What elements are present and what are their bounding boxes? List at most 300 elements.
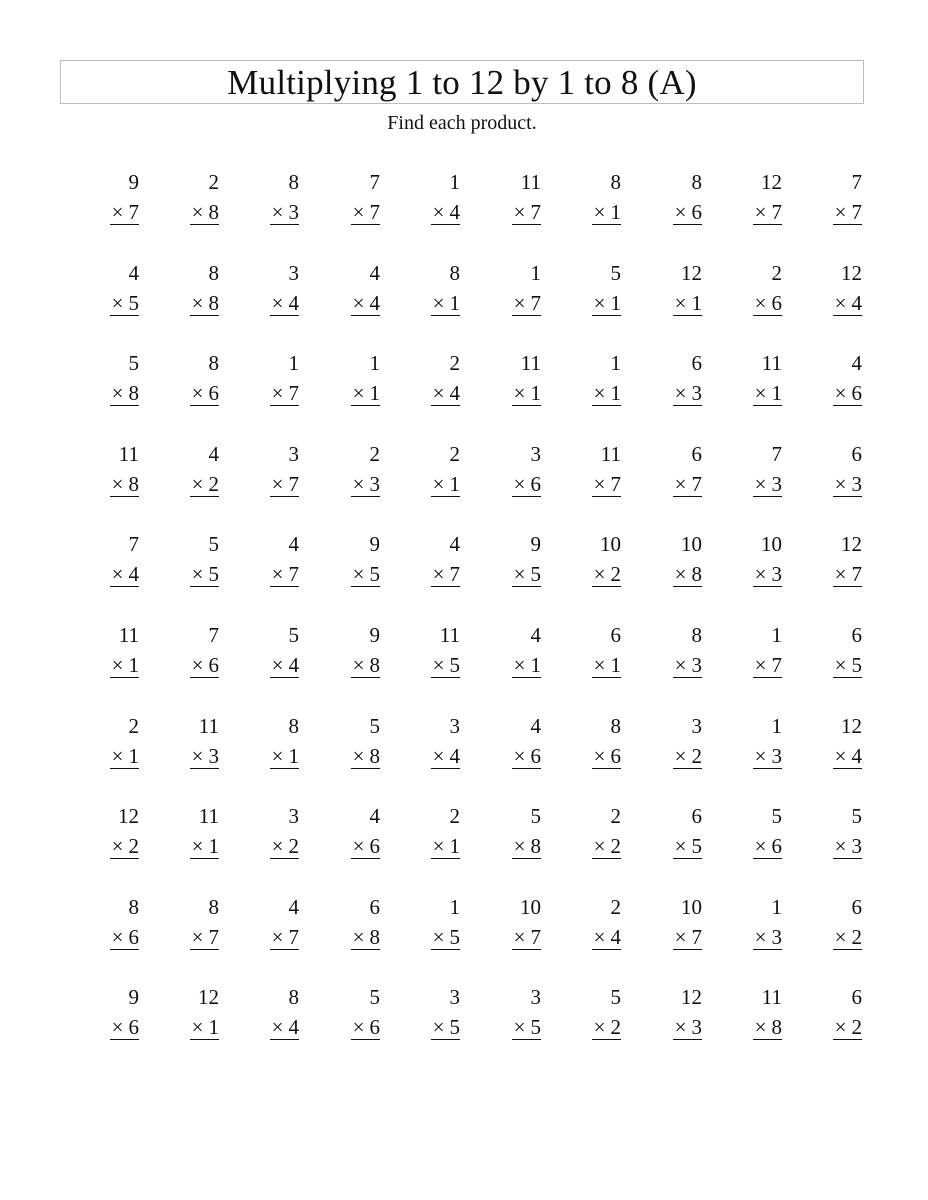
problem-3-3 (255, 351, 299, 415)
multiplier-line (512, 1015, 541, 1040)
multiplicand: 8 (208, 894, 219, 919)
times-sign: × (674, 200, 687, 224)
problem-4-5 (416, 442, 460, 506)
times-sign: × (754, 834, 767, 859)
times-sign: × (111, 290, 124, 315)
problem-4-4 (336, 442, 380, 506)
problem-7-8 (658, 714, 702, 778)
multiplier: 5 (530, 562, 541, 587)
times-sign: × (513, 1015, 526, 1040)
multiplier-line (833, 291, 862, 316)
multiplier: 6 (128, 1015, 139, 1040)
multiplicand: 2 (449, 351, 460, 376)
multiplicand: 11 (198, 804, 219, 829)
multiplier-line (270, 744, 299, 769)
times-sign: × (674, 743, 687, 768)
multiplicand: 3 (288, 260, 299, 285)
multiplicand: 8 (610, 170, 621, 194)
times-sign: × (111, 1015, 124, 1040)
multiplier-line (351, 562, 380, 587)
multiplier-line (753, 291, 782, 316)
multiplier-line (673, 200, 702, 225)
multiplier-line (190, 291, 219, 316)
problem-8-1 (95, 804, 139, 868)
problem-5-1 (95, 532, 139, 596)
multiplier: 4 (449, 200, 460, 224)
problem-3-6 (497, 351, 541, 415)
problem-1-3 (255, 170, 299, 234)
times-sign: × (593, 471, 606, 496)
multiplicand: 8 (208, 351, 219, 376)
multiplier: 4 (288, 653, 299, 677)
problem-10-6 (497, 985, 541, 1049)
problem-7-7 (577, 714, 621, 778)
multiplier: 7 (610, 471, 621, 496)
multiplier-line (753, 834, 782, 859)
multiplier-line (833, 1015, 862, 1040)
times-sign: × (191, 381, 204, 406)
problem-3-10 (818, 351, 862, 415)
multiplicand: 6 (691, 351, 702, 376)
multiplier-line (592, 1015, 621, 1040)
multiplier: 3 (288, 200, 299, 224)
times-sign: × (593, 743, 606, 768)
times-sign: × (432, 834, 445, 859)
multiplicand: 9 (369, 532, 380, 557)
times-sign: × (834, 200, 847, 224)
problem-3-7 (577, 351, 621, 415)
problem-1-5 (416, 170, 460, 234)
times-sign: × (432, 471, 445, 496)
problem-10-7 (577, 985, 621, 1049)
times-sign: × (432, 290, 445, 315)
multiplicand: 4 (369, 804, 380, 829)
times-sign: × (271, 1015, 284, 1040)
multiplier-line (431, 472, 460, 497)
multiplier-line (753, 1015, 782, 1040)
multiplicand: 4 (369, 260, 380, 285)
multiplier-line (270, 653, 299, 678)
times-sign: × (432, 200, 445, 224)
multiplier-line (592, 381, 621, 406)
multiplier: 4 (449, 381, 460, 406)
multiplier: 2 (128, 834, 139, 859)
multiplier: 7 (691, 471, 702, 496)
multiplicand: 8 (691, 623, 702, 647)
multiplier: 4 (288, 290, 299, 315)
multiplier: 3 (691, 653, 702, 677)
multiplicand: 8 (288, 985, 299, 1010)
multiplicand: 12 (841, 532, 862, 557)
multiplier-line (431, 925, 460, 950)
times-sign: × (191, 1015, 204, 1040)
multiplicand: 2 (128, 713, 139, 738)
multiplier: 5 (128, 290, 139, 315)
multiplier: 6 (610, 743, 621, 768)
multiplier-line (110, 472, 139, 497)
problem-5-8 (658, 532, 702, 596)
problem-4-2 (175, 442, 219, 506)
multiplier: 2 (851, 924, 862, 949)
multiplier-line (673, 653, 702, 678)
problem-8-10 (818, 804, 862, 868)
multiplier: 8 (208, 290, 219, 315)
multiplier-line (753, 472, 782, 497)
multiplier: 1 (449, 471, 460, 496)
multiplier: 1 (128, 743, 139, 768)
multiplicand: 5 (610, 985, 621, 1010)
multiplicand: 6 (851, 441, 862, 466)
multiplicand: 9 (369, 623, 380, 647)
multiplier-line (753, 653, 782, 678)
multiplier-line (351, 472, 380, 497)
problem-10-2 (175, 985, 219, 1049)
multiplier-line (431, 744, 460, 769)
multiplier-line (190, 1015, 219, 1040)
problem-10-9 (738, 985, 782, 1049)
times-sign: × (513, 834, 526, 859)
multiplier-line (190, 744, 219, 769)
problem-8-5 (416, 804, 460, 868)
times-sign: × (513, 743, 526, 768)
problem-2-4 (336, 261, 380, 325)
problem-3-9 (738, 351, 782, 415)
multiplier-line (270, 925, 299, 950)
multiplicand: 1 (288, 351, 299, 376)
multiplicand: 10 (520, 894, 541, 919)
multiplier-line (270, 562, 299, 587)
times-sign: × (271, 290, 284, 315)
times-sign: × (834, 562, 847, 587)
problem-1-7 (577, 170, 621, 234)
multiplier: 2 (610, 834, 621, 859)
multiplier: 2 (851, 1015, 862, 1040)
problem-6-7 (577, 623, 621, 687)
multiplicand: 11 (439, 623, 460, 647)
times-sign: × (352, 743, 365, 768)
multiplier-line (190, 653, 219, 678)
multiplier: 5 (208, 562, 219, 587)
multiplicand: 9 (128, 170, 139, 194)
multiplier: 7 (771, 653, 782, 677)
times-sign: × (352, 834, 365, 859)
multiplier: 5 (449, 1015, 460, 1040)
times-sign: × (754, 200, 767, 224)
multiplicand: 6 (369, 894, 380, 919)
multiplicand: 12 (761, 170, 782, 194)
times-sign: × (191, 834, 204, 859)
multiplicand: 6 (851, 894, 862, 919)
times-sign: × (352, 290, 365, 315)
problem-1-6 (497, 170, 541, 234)
multiplier: 6 (851, 381, 862, 406)
multiplier: 6 (530, 471, 541, 496)
multiplier: 3 (851, 834, 862, 859)
worksheet-instructions: Find each product. (387, 112, 537, 134)
multiplier-line (270, 472, 299, 497)
problem-6-2 (175, 623, 219, 687)
multiplier: 1 (771, 381, 782, 406)
times-sign: × (271, 653, 284, 677)
multiplier: 8 (691, 562, 702, 587)
multiplier-line (592, 562, 621, 587)
multiplicand: 10 (681, 532, 702, 557)
multiplicand: 5 (851, 804, 862, 829)
times-sign: × (593, 924, 606, 949)
multiplier: 2 (610, 562, 621, 587)
problem-6-3 (255, 623, 299, 687)
times-sign: × (674, 290, 687, 315)
multiplier: 4 (851, 743, 862, 768)
multiplier-line (190, 381, 219, 406)
multiplier-line (833, 472, 862, 497)
multiplicand: 8 (288, 170, 299, 194)
times-sign: × (271, 562, 284, 587)
multiplier-line (190, 834, 219, 859)
problem-6-8 (658, 623, 702, 687)
problem-10-4 (336, 985, 380, 1049)
multiplier-line (592, 653, 621, 678)
multiplier-line (431, 381, 460, 406)
multiplier-line (431, 291, 460, 316)
multiplier: 3 (771, 924, 782, 949)
multiplicand: 5 (369, 985, 380, 1010)
times-sign: × (674, 471, 687, 496)
multiplier: 1 (449, 834, 460, 859)
times-sign: × (432, 562, 445, 587)
problem-6-9 (738, 623, 782, 687)
multiplier-line (110, 1015, 139, 1040)
times-sign: × (191, 743, 204, 768)
multiplicand: 3 (691, 713, 702, 738)
multiplier: 7 (851, 200, 862, 224)
times-sign: × (432, 653, 445, 677)
times-sign: × (432, 381, 445, 406)
multiplier-line (512, 200, 541, 225)
times-sign: × (271, 834, 284, 859)
multiplicand: 2 (610, 894, 621, 919)
multiplier-line (512, 653, 541, 678)
multiplier-line (351, 200, 380, 225)
multiplier-line (673, 472, 702, 497)
multiplicand: 9 (530, 532, 541, 557)
problem-10-10 (818, 985, 862, 1049)
multiplicand: 11 (520, 351, 541, 376)
times-sign: × (513, 381, 526, 406)
problem-2-2 (175, 261, 219, 325)
multiplier-line (753, 200, 782, 225)
multiplier-line (431, 562, 460, 587)
multiplier: 2 (610, 1015, 621, 1040)
multiplicand: 2 (449, 804, 460, 829)
multiplier-line (833, 653, 862, 678)
problem-5-10 (818, 532, 862, 596)
multiplier-line (753, 744, 782, 769)
problem-7-10 (818, 714, 862, 778)
multiplicand: 5 (771, 804, 782, 829)
multiplier-line (592, 291, 621, 316)
multiplier-line (110, 200, 139, 225)
times-sign: × (111, 562, 124, 587)
multiplier-line (190, 925, 219, 950)
multiplier: 1 (128, 653, 139, 677)
times-sign: × (754, 924, 767, 949)
multiplier-line (673, 925, 702, 950)
times-sign: × (111, 653, 124, 677)
multiplier: 8 (530, 834, 541, 859)
multiplicand: 1 (530, 260, 541, 285)
multiplicand: 12 (681, 260, 702, 285)
problem-2-9 (738, 261, 782, 325)
times-sign: × (352, 471, 365, 496)
problem-9-7 (577, 895, 621, 959)
multiplicand: 5 (128, 351, 139, 376)
multiplier-line (673, 1015, 702, 1040)
problem-7-3 (255, 714, 299, 778)
times-sign: × (513, 471, 526, 496)
multiplier: 8 (369, 653, 380, 677)
multiplier: 2 (288, 834, 299, 859)
multiplier-line (592, 744, 621, 769)
times-sign: × (352, 200, 365, 224)
multiplier: 7 (691, 924, 702, 949)
times-sign: × (432, 743, 445, 768)
problem-7-5 (416, 714, 460, 778)
multiplier-line (270, 200, 299, 225)
times-sign: × (432, 1015, 445, 1040)
multiplier: 5 (851, 653, 862, 677)
multiplier: 8 (208, 200, 219, 224)
times-sign: × (513, 924, 526, 949)
times-sign: × (111, 743, 124, 768)
multiplier: 6 (208, 381, 219, 406)
multiplier: 3 (851, 471, 862, 496)
multiplicand: 8 (208, 260, 219, 285)
multiplier: 3 (771, 743, 782, 768)
multiplier: 1 (691, 290, 702, 315)
times-sign: × (593, 834, 606, 859)
multiplicand: 11 (761, 985, 782, 1010)
problem-8-6 (497, 804, 541, 868)
multiplicand: 2 (208, 170, 219, 194)
problem-9-10 (818, 895, 862, 959)
multiplier: 1 (610, 200, 621, 224)
problem-6-5 (416, 623, 460, 687)
problem-8-7 (577, 804, 621, 868)
multiplicand: 1 (449, 894, 460, 919)
problem-8-9 (738, 804, 782, 868)
multiplicand: 8 (610, 713, 621, 738)
times-sign: × (593, 562, 606, 587)
times-sign: × (593, 1015, 606, 1040)
multiplier-line (673, 562, 702, 587)
problem-1-4 (336, 170, 380, 234)
multiplier: 3 (771, 562, 782, 587)
problem-5-5 (416, 532, 460, 596)
problem-8-2 (175, 804, 219, 868)
multiplier-line (351, 653, 380, 678)
multiplier: 6 (128, 924, 139, 949)
multiplier: 6 (771, 834, 782, 859)
problem-8-3 (255, 804, 299, 868)
times-sign: × (674, 1015, 687, 1040)
multiplier: 6 (691, 200, 702, 224)
multiplier: 7 (449, 562, 460, 587)
problem-5-6 (497, 532, 541, 596)
multiplier-line (673, 744, 702, 769)
multiplicand: 2 (610, 804, 621, 829)
multiplier: 8 (128, 471, 139, 496)
problem-4-3 (255, 442, 299, 506)
times-sign: × (191, 562, 204, 587)
problem-4-6 (497, 442, 541, 506)
problem-6-10 (818, 623, 862, 687)
times-sign: × (513, 200, 526, 224)
problem-2-3 (255, 261, 299, 325)
multiplicand: 12 (118, 804, 139, 829)
problem-1-9 (738, 170, 782, 234)
problem-7-6 (497, 714, 541, 778)
multiplier-line (110, 653, 139, 678)
multiplicand: 12 (198, 985, 219, 1010)
times-sign: × (834, 381, 847, 406)
multiplicand: 2 (369, 441, 380, 466)
multiplicand: 11 (600, 441, 621, 466)
times-sign: × (513, 562, 526, 587)
multiplicand: 3 (530, 985, 541, 1010)
multiplier-line (351, 1015, 380, 1040)
multiplier: 7 (530, 290, 541, 315)
multiplier: 5 (449, 924, 460, 949)
multiplicand: 11 (198, 713, 219, 738)
problem-3-2 (175, 351, 219, 415)
worksheet-title: Multiplying 1 to 12 by 1 to 8 (A) (227, 63, 697, 102)
times-sign: × (111, 381, 124, 406)
multiplier-line (110, 381, 139, 406)
problem-5-4 (336, 532, 380, 596)
multiplier-line (833, 562, 862, 587)
multiplier-line (431, 653, 460, 678)
multiplicand: 10 (681, 894, 702, 919)
times-sign: × (352, 1015, 365, 1040)
multiplicand: 9 (128, 985, 139, 1010)
multiplier: 7 (288, 471, 299, 496)
multiplicand: 3 (530, 441, 541, 466)
multiplicand: 1 (610, 351, 621, 376)
multiplicand: 8 (691, 170, 702, 194)
multiplier: 7 (288, 924, 299, 949)
multiplier: 3 (208, 743, 219, 768)
multiplier: 8 (771, 1015, 782, 1040)
times-sign: × (834, 743, 847, 768)
times-sign: × (111, 834, 124, 859)
multiplier-line (512, 381, 541, 406)
times-sign: × (271, 381, 284, 406)
multiplicand: 1 (771, 894, 782, 919)
times-sign: × (513, 290, 526, 315)
multiplicand: 2 (771, 260, 782, 285)
multiplicand: 1 (771, 713, 782, 738)
times-sign: × (674, 653, 687, 677)
multiplicand: 5 (208, 532, 219, 557)
multiplicand: 2 (449, 441, 460, 466)
times-sign: × (754, 562, 767, 587)
problem-2-7 (577, 261, 621, 325)
times-sign: × (834, 290, 847, 315)
problem-4-8 (658, 442, 702, 506)
multiplicand: 11 (118, 441, 139, 466)
problem-9-8 (658, 895, 702, 959)
